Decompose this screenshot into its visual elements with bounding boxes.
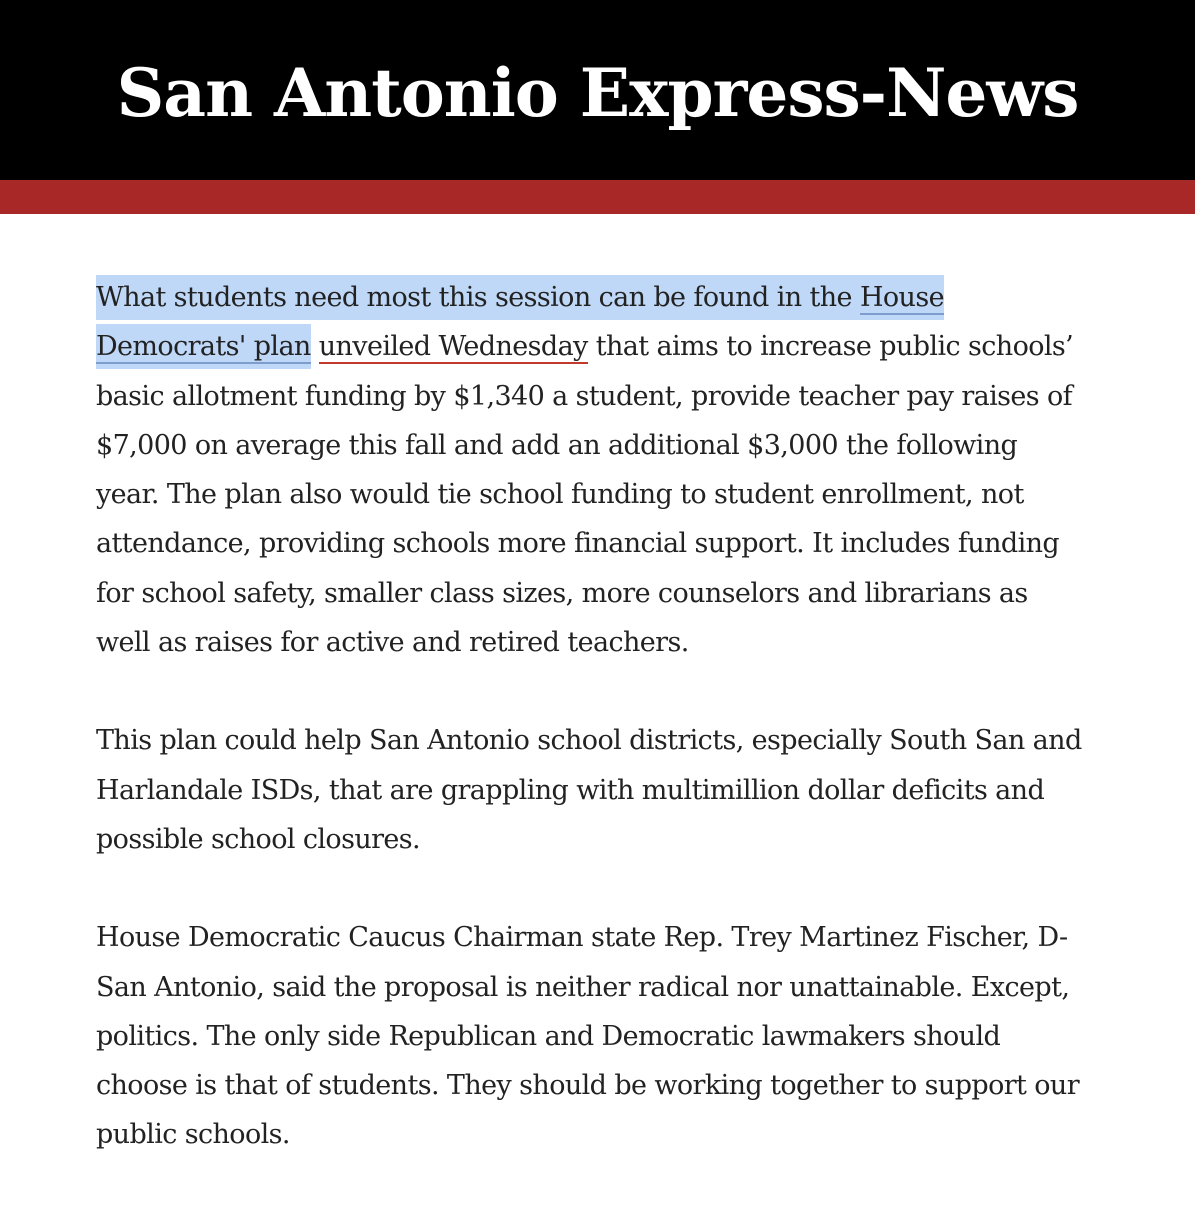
masthead: [0, 0, 1195, 180]
article-body: [96, 273, 1086, 1209]
paragraph-2: This plan could help San Antonio school districts, especially South San and Harlandale ISDs, that are grappling with multimillion dollar deficits and possible school closures.: [96, 725, 1082, 855]
paragraph-1: [96, 273, 1086, 667]
paragraph-1-lead: What students need most this session can be found in the: [96, 282, 860, 313]
unveiled-wednesday-link[interactable]: unveiled Wednesday: [318, 331, 588, 363]
masthead-accent-band: [0, 180, 1195, 214]
newspaper-logo[interactable]: San Antonio Express-News: [116, 54, 1079, 132]
house-democrats-plan-link[interactable]: House Democrats' plan: [96, 282, 944, 363]
paragraph-3: House Democratic Caucus Chairman state Rep. Trey Martinez Fischer, D-San Antonio, said the proposal is neither radical nor unattainable. Except, politics. The only side Republican and Democratic lawmakers should choose is that of students. They should be working together to support our public schools.: [96, 922, 1080, 1151]
space: [311, 331, 319, 362]
paragraph-1-rest: that aims to increase public schools’ basic allotment funding by $1,340 a student, provide teacher pay raises of $7,000 on average this fall and add an additional $3,000 the following year. The plan also would tie school funding to student enrollment, not attendance, providing schools more financial support. It includes funding for school safety, smaller class sizes, more counselors and librarians as well as raises for active and retired teachers.: [96, 331, 1074, 659]
